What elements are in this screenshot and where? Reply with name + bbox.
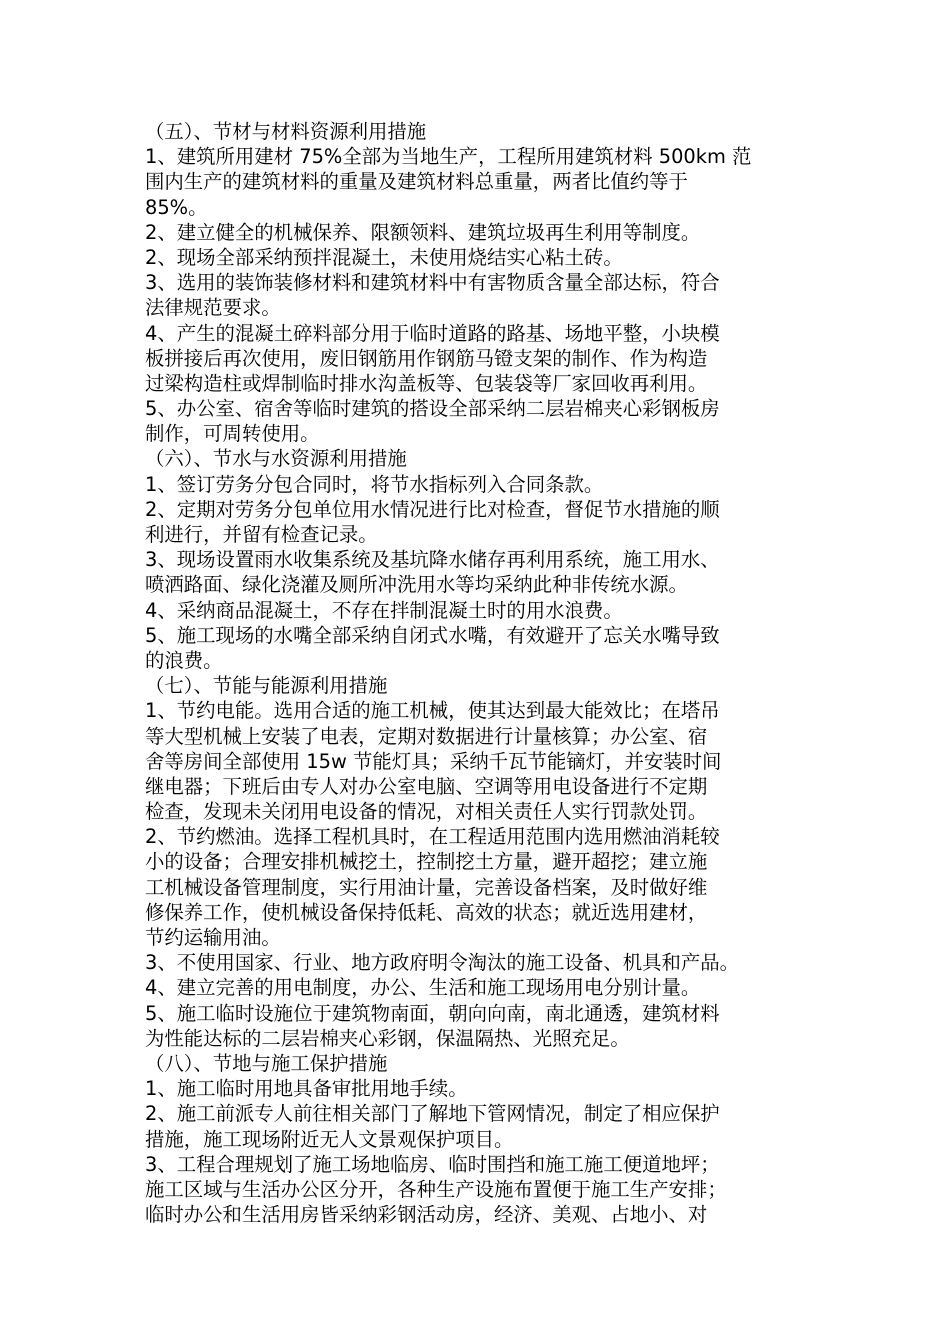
text-line: 修保养工作，使机械设备保持低耗、高效的状态；就近选用建材， bbox=[145, 900, 708, 924]
text-line: 4、产生的混凝土碎料部分用于临时道路的路基、场地平整，小块模 bbox=[145, 321, 720, 345]
text-line: 舍等房间全部使用 15w 节能灯具；采纳千瓦节能镝灯，并安装时间 bbox=[145, 749, 722, 773]
text-line: 等大型机械上安装了电表，定期对数据进行计量核算；办公室、宿 bbox=[145, 724, 708, 748]
text-line: 利进行，并留有检查记录。 bbox=[145, 523, 378, 546]
text-line: 临时办公和生活用房皆采纳彩钢活动房，经济、美观、占地小、对 bbox=[145, 1203, 708, 1227]
text-line: 施工区域与生活办公区分开，各种生产设施布置便于施工生产安排； bbox=[145, 1177, 727, 1201]
text-line: 继电器；下班后由专人对办公室电脑、空调等用电设备进行不定期 bbox=[145, 774, 708, 798]
text-line: 2、节约燃油。选择工程机具时，在工程适用范围内选用燃油消耗较 bbox=[145, 825, 720, 849]
text-line: 措施，施工现场附近无人文景观保护项目。 bbox=[145, 1127, 514, 1151]
section-heading-8: （八）、节地与施工保护措施 bbox=[145, 1051, 388, 1075]
text-line: 2、定期对劳务分包单位用水情况进行比对检查，督促节水措施的顺 bbox=[145, 497, 720, 521]
text-line: 1、节约电能。选用合适的施工机械，使其达到最大能效比；在塔吊 bbox=[145, 699, 720, 723]
text-line: 板拼接后再次使用，废旧钢筋用作钢筋马镫支架的制作、作为构造 bbox=[145, 346, 708, 370]
text-line: 检查，发现未关闭用电设备的情况，对相关责任人实行罚款处罚。 bbox=[145, 800, 708, 824]
text-line: 围内生产的建筑材料的重量及建筑材料总重量，两者比值约等于 bbox=[145, 170, 688, 194]
text-line: 3、现场设置雨水收集系统及基坑降水储存再利用系统，施工用水、 bbox=[145, 548, 720, 572]
text-line: 85%。 bbox=[145, 195, 208, 219]
text-line: 3、选用的装饰装修材料和建筑材料中有害物质含量全部达标，符合 bbox=[145, 271, 720, 295]
text-line: 1、施工临时用地具备审批用地手续。 bbox=[145, 1077, 468, 1101]
text-line: 小的设备；合理安排机械挖土，控制挖土方量，避开超挖；建立施 bbox=[145, 850, 708, 874]
text-line: 5、施工临时设施位于建筑物南面，朝向向南，南北通透，建筑材料 bbox=[145, 1001, 720, 1025]
text-line: 4、采纳商品混凝土，不存在拌制混凝土时的用水浪费。 bbox=[145, 598, 623, 622]
document-body bbox=[145, 119, 825, 1227]
text-line: 1、签订劳务分包合同时，将节水指标列入合同条款。 bbox=[145, 472, 604, 496]
text-line: 制作，可周转使用。 bbox=[145, 422, 320, 446]
text-line: 过梁构造柱或焊制临时排水沟盖板等、包装袋等厂家回收再利用。 bbox=[145, 371, 708, 395]
section-heading-6: （六）、节水与水资源利用措施 bbox=[145, 447, 407, 471]
text-line: 2、施工前派专人前往相关部门了解地下管网情况，制定了相应保护 bbox=[145, 1102, 720, 1126]
text-line: 5、施工现场的水嘴全部采纳自闭式水嘴，有效避开了忘关水嘴导致 bbox=[145, 623, 720, 647]
text-line: 工机械设备管理制度，实行用油计量，完善设备档案，及时做好维 bbox=[145, 875, 708, 899]
section-heading-7: （七）、节能与能源利用措施 bbox=[145, 674, 388, 698]
text-line: 3、不使用国家、行业、地方政府明令淘汰的施工设备、机具和产品。 bbox=[145, 951, 740, 975]
text-line: 1、建筑所用建材 75%全部为当地生产，工程所用建筑材料 500km 范 bbox=[145, 145, 752, 169]
text-line: 的浪费。 bbox=[145, 648, 223, 672]
text-line: 5、办公室、宿舍等临时建筑的搭设全部采纳二层岩棉夹心彩钢板房 bbox=[145, 397, 720, 421]
text-line: 喷洒路面、绿化浇灌及厕所冲洗用水等均采纳此种非传统水源。 bbox=[145, 573, 688, 597]
text-line: 为性能达标的二层岩棉夹心彩钢，保温隔热、光照充足。 bbox=[145, 1026, 630, 1050]
text-line: 2、现场全部采纳预拌混凝土，未使用烧结实心粘土砖。 bbox=[145, 245, 623, 269]
text-line: 3、工程合理规划了施工场地临房、临时围挡和施工施工便道地坪； bbox=[145, 1152, 720, 1176]
text-line: 法律规范要求。 bbox=[145, 296, 281, 320]
text-line: 2、建立健全的机械保养、限额领料、建筑垃圾再生利用等制度。 bbox=[145, 220, 701, 244]
section-heading-5: （五）、节材与材料资源利用措施 bbox=[145, 120, 427, 143]
text-line: 4、建立完善的用电制度，办公、生活和施工现场用电分别计量。 bbox=[145, 976, 701, 1000]
text-line: 节约运输用油。 bbox=[145, 926, 281, 949]
